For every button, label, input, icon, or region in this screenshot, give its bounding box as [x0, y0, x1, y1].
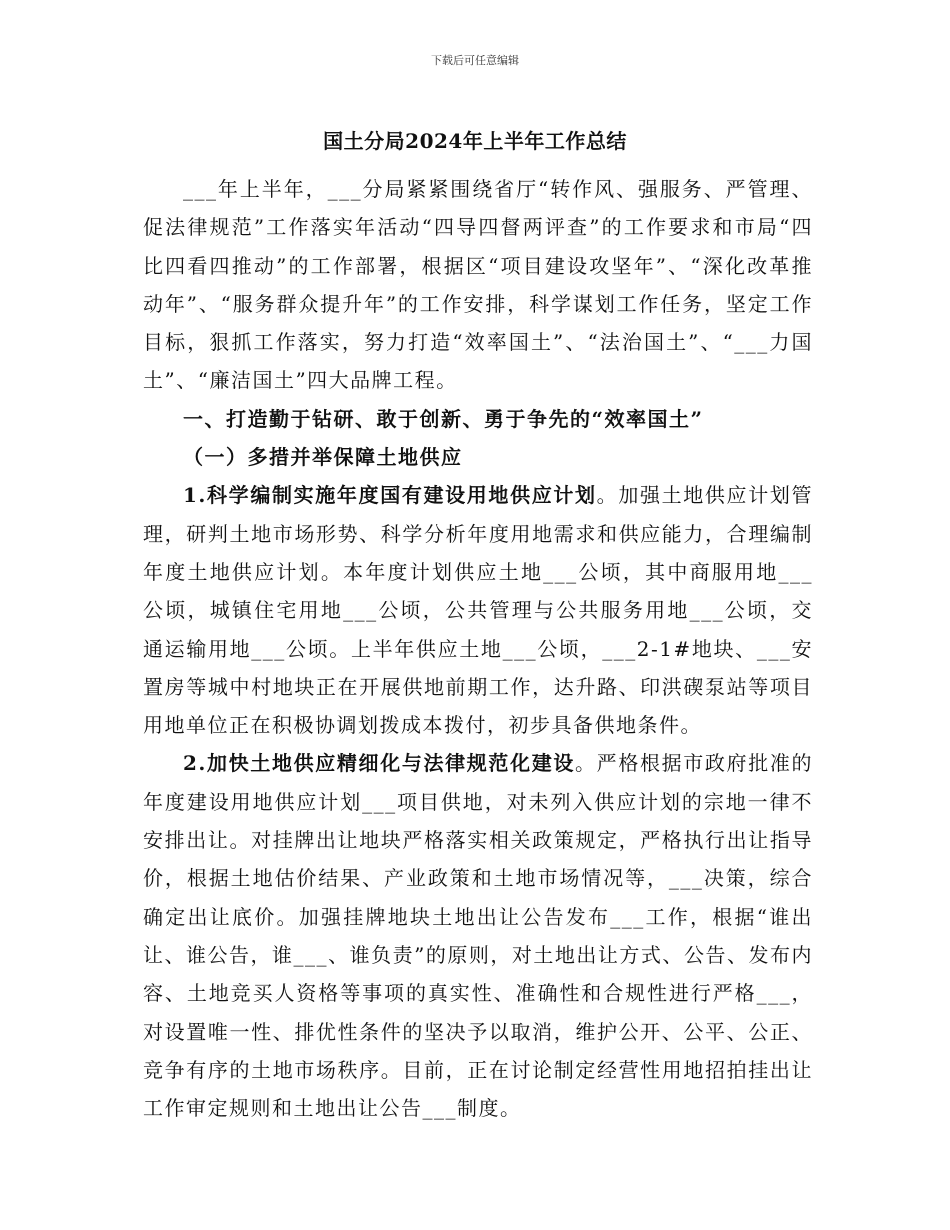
item-2-text: 。严格根据市政府批准的年度建设用地供应计划___项目供地，对未列入供应计划的宗地一律不安排出让。对挂牌出让地块严格落实相关政策规定，严格执行出让指导价，根据土地估价结果、产业政策和土地市场情况等，___决策，综合确定出让底价。加强挂牌地块土地出让公告发布___工作，根据“谁出让、谁公告，谁___、谁负责”的原则，对土地出让方式、公告、发布内容、土地竞买人资格等事项的真实性、准确性和合规性进行严格___，对设置唯一性、排优性条件的坚决予以取消，维护公开、公平、公正、竞争有序的土地市场秩序。目前，正在讨论制定经营性用地招拍挂出让工作审定规则和土地出让公告___制度。 — [143, 751, 813, 1121]
section-heading: 一、打造勤于钻研、敢于创新、勇于争先的“效率国土” — [183, 406, 704, 431]
download-note: 下载后可任意编辑 — [431, 54, 519, 67]
item-1-lead: 1.科学编制实施年度国有建设用地供应计划 — [183, 483, 597, 508]
item-2-lead: 2.加快土地供应精细化与法律规范化建设 — [183, 751, 576, 776]
intro-paragraph: ___年上半年，___分局紧紧围绕省厅“转作风、强服务、严管理、促法律规范”工作落实年活动“四导四督两评查”的工作要求和市局“四比四看四推动”的工作部署，根据区“项目建设攻坚年”、“深化改革推动年”、“服务群众提升年”的工作安排，科学谋划工作任务，坚定工作目标，狠抓工作落实，努力打造“效率国土”、“法治国土”、“___力国土”、“廉洁国土”四大品牌工程。 — [143, 177, 813, 393]
document-title: 国土分局2024年上半年工作总结 — [323, 129, 627, 153]
subsection-heading: （一）多措并举保障土地供应 — [183, 445, 463, 470]
item-paragraph-1 — [143, 476, 813, 744]
item-paragraph-2 — [143, 744, 813, 1127]
item-1-text: 。加强土地供应计划管理，研判土地市场形势、科学分析年度用地需求和供应能力，合理编制年度土地供应计划。本年度计划供应土地___公顷，其中商服用地___公顷，城镇住宅用地___公顷，公共管理与公共服务用地___公顷，交通运输用地___公顷。上半年供应土地___公顷，___2-1#地块、___安置房等城中村地块正在开展供地前期工作，达升路、印洪碶泵站等项目用地单位正在积极协调划拨成本拨付，初步具备供地条件。 — [143, 483, 813, 738]
document-body — [143, 170, 813, 1127]
